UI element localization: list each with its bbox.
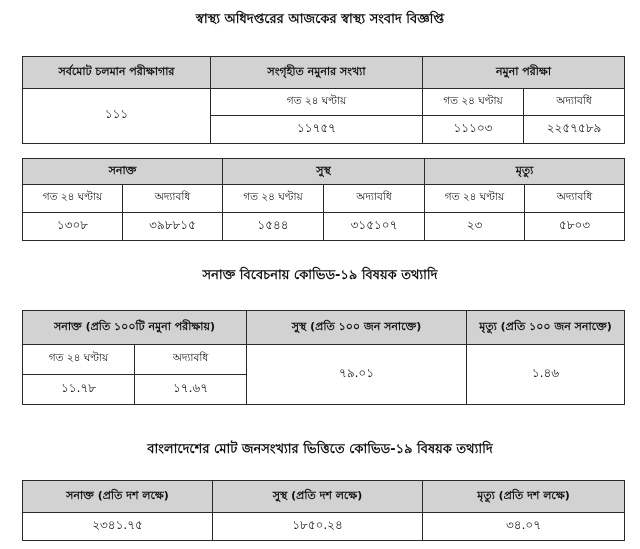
identified-24h-value: ১৩০৮ — [23, 213, 123, 241]
identified-header: সনাক্ত — [23, 159, 223, 185]
identified-per-million-header: সনাক্ত (প্রতি দশ লক্ষে) — [23, 481, 213, 513]
identified-rate-header: সনাক্ত (প্রতি ১০০টি নমুনা পরীক্ষায়) — [23, 311, 247, 345]
tests-24h-value: ১১১০৩ — [423, 116, 524, 144]
identified-per-million-value: ২৩৪১.৭৫ — [23, 513, 213, 541]
cases-table — [22, 158, 625, 241]
deaths-rate-header: মৃত্যু (প্রতি ১০০ জন সনাক্তে) — [467, 311, 625, 345]
recovered-sub-24h: গত ২৪ ঘণ্টায় — [223, 185, 324, 213]
rates-table — [22, 310, 625, 405]
deaths-total-value: ৫৮০৩ — [525, 213, 625, 241]
recovered-total-value: ৩১৫১০৭ — [324, 213, 425, 241]
deaths-sub-total: অদ্যাবধি — [525, 185, 625, 213]
deaths-per-million-header: মৃত্যু (প্রতি দশ লক্ষে) — [423, 481, 625, 513]
samples-value: ১১৭৫৭ — [211, 116, 423, 144]
identified-sub-24h: গত ২৪ ঘণ্টায় — [23, 185, 123, 213]
deaths-per-million-value: ৩৪.০৭ — [423, 513, 625, 541]
identified-rate-sub-total: অদ্যাবধি — [135, 345, 247, 375]
recovered-per-million-header: সুস্থ (প্রতি দশ লক্ষে) — [213, 481, 423, 513]
recovered-rate-value: ৭৯.০১ — [247, 345, 467, 405]
lab-tests-table — [22, 56, 625, 144]
identified-rate-total-value: ১৭.৬৭ — [135, 375, 247, 405]
recovered-rate-header: সুস্থ (প্রতি ১০০ জন সনাক্তে) — [247, 311, 467, 345]
identified-total-value: ৩৯৮৮১৫ — [123, 213, 223, 241]
page-title: স্বাস্থ্য অধিদপ্তরের আজকের স্বাস্থ্য সংবাদ বিজ্ঞপ্তি — [195, 12, 445, 27]
recovered-24h-value: ১৫৪৪ — [223, 213, 324, 241]
tests-sub-total: অদ্যাবধি — [524, 89, 625, 116]
tests-header: নমুনা পরীক্ষা — [423, 57, 625, 89]
identified-rate-24h-value: ১১.৭৮ — [23, 375, 135, 405]
per-million-table — [22, 480, 625, 541]
deaths-24h-value: ২৩ — [425, 213, 525, 241]
identified-sub-total: অদ্যাবধি — [123, 185, 223, 213]
tests-sub-24h: গত ২৪ ঘণ্টায় — [423, 89, 524, 116]
identified-rate-sub-24h: গত ২৪ ঘণ্টায় — [23, 345, 135, 375]
tests-total-value: ২২৫৭৫৮৯ — [524, 116, 625, 144]
labs-header: সর্বমোট চলমান পরীক্ষাগার — [23, 57, 211, 89]
deaths-sub-24h: গত ২৪ ঘণ্টায় — [425, 185, 525, 213]
section-title-population: বাংলাদেশের মোট জনসংখ্যার ভিত্তিতে কোভিড-১৯ বিষয়ক তথ্যাদি — [147, 442, 493, 457]
recovered-sub-total: অদ্যাবধি — [324, 185, 425, 213]
samples-sub-24h: গত ২৪ ঘণ্টায় — [211, 89, 423, 116]
deaths-header: মৃত্যু — [425, 159, 625, 185]
samples-header: সংগৃহীত নমুনার সংখ্যা — [211, 57, 423, 89]
recovered-per-million-value: ১৮৫০.২৪ — [213, 513, 423, 541]
recovered-header: সুস্থ — [223, 159, 425, 185]
labs-value: ১১১ — [23, 89, 211, 144]
section-title-identified: সনাক্ত বিবেচনায় কোভিড-১৯ বিষয়ক তথ্যাদি — [202, 268, 438, 283]
deaths-rate-value: ১.৪৬ — [467, 345, 625, 405]
